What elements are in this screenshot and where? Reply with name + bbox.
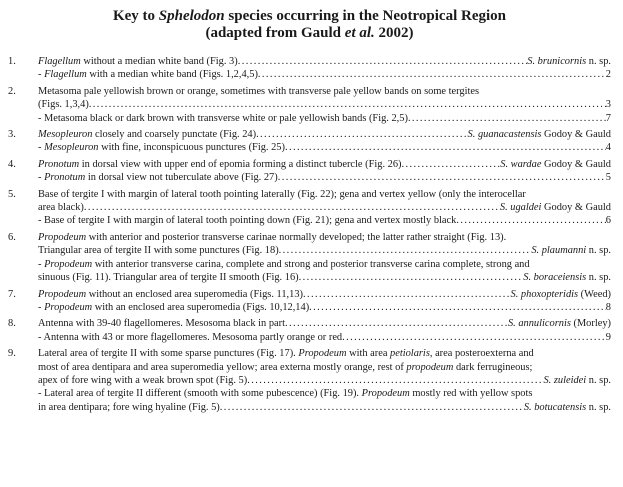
lead-result: S. boraceiensis n. sp. (523, 272, 611, 284)
couplet-number: 4. (8, 158, 16, 170)
lead-text: - Base of tergite I with margin of lateral tooth pointing down (Fig. 21); gena and vertex mostly black (38, 215, 457, 227)
lead-result: 4 (605, 142, 611, 154)
lead-text: Propodeum without an enclosed area superomedia (Figs. 11,13) (38, 288, 304, 300)
couplet-5 (8, 188, 611, 228)
lead-text: sinuous (Fig. 11). Triangular area of tergite II smooth (Fig. 16) (38, 272, 299, 284)
lead-result: S. guanacastensis Godoy & Gauld (467, 129, 611, 141)
couplet-number: 8. (8, 318, 16, 330)
couplet-number: 2. (8, 85, 16, 97)
lead-text: - Mesopleuron with fine, inconspicuous punctures (Fig. 25) (38, 142, 285, 154)
couplet-number: 6. (8, 231, 16, 243)
identification-key (8, 55, 611, 414)
lead-result: S. plaumanni n. sp. (531, 245, 611, 257)
lead-text: Triangular area of tergite II with some punctures (Fig. 18) (38, 245, 279, 257)
couplet-number: 9. (8, 348, 16, 360)
lead-text: - Propodeum with anterior transverse carina, complete and strong and posterior transverse carina complete, strong and (38, 258, 530, 270)
couplet-3 (8, 128, 611, 155)
key-title (8, 0, 611, 42)
couplet-8 (8, 317, 611, 344)
couplet-number: 1. (8, 56, 16, 67)
couplet-number: 5. (8, 188, 16, 200)
lead-result: 3 (605, 99, 611, 111)
couplet-9 (8, 347, 611, 414)
couplet-number: 7. (8, 288, 16, 300)
lead-text: Metasoma pale yellowish brown or orange, sometimes with transverse pale yellow bands on some tergites (38, 85, 480, 97)
lead-text: Lateral area of tergite II with some sparse punctures (Fig. 17). Propodeum with area petiolaris, area posteroexterna and (38, 348, 534, 360)
couplet-4 (8, 158, 611, 185)
lead-text: - Lateral area of tergite II different (smooth with some pubescence) (Fig. 19). Propodeum mostly red with yellow spots (38, 388, 533, 400)
lead-result: S. wardae Godoy & Gauld (500, 158, 611, 170)
couplet-6 (8, 231, 611, 285)
lead-result: 6 (605, 215, 611, 227)
lead-text: Propodeum with anterior and posterior transverse carinae normally developed; the latter rather straight (Fig. 13). (38, 231, 507, 243)
lead-result: S. botucatensis n. sp. (523, 401, 611, 413)
lead-text: most of area dentipara and area superomedia yellow; area externa mostly orange, rest of propodeum dark ferrugineous; (38, 361, 533, 373)
couplet-7 (8, 288, 611, 315)
lead-text: Antenna with 39-40 flagellomeres. Mesosoma black in part (38, 318, 286, 330)
lead-text: Mesopleuron closely and coarsely punctate (Fig. 24) (38, 129, 257, 141)
lead-result: S. phoxopteridis (Weed) (510, 288, 611, 300)
lead-text: - Pronotum in dorsal view not tuberculate above (Fig. 27) (38, 172, 278, 184)
lead-text: - Antenna with 43 or more flagellomeres. Mesosoma partly orange or red (38, 331, 343, 343)
title-line-2: (adapted from Gauld et al. 2002) (205, 25, 414, 41)
lead-text: area black) (38, 202, 84, 214)
lead-text: - Metasoma black or dark brown with transverse white or pale yellowish bands (Fig. 2,5) (38, 112, 408, 124)
lead-text: - Flagellum with a median white band (Figs. 1,2,4,5) (38, 69, 258, 81)
couplet-1 (8, 55, 611, 82)
lead-text: in area dentipara; fore wing hyaline (Fig. 5) (38, 401, 220, 413)
lead-result: S. annulicornis (Morley) (507, 318, 611, 330)
couplet-2 (8, 85, 611, 125)
lead-text: Base of tergite I with margin of lateral tooth pointing laterally (Fig. 22); gena and vertex yellow (only the interocellar (38, 188, 526, 200)
lead-result: 9 (605, 331, 611, 343)
couplet-number: 3. (8, 129, 16, 141)
lead-result: 5 (605, 172, 611, 184)
title-line-1: Key to Sphelodon species occurring in the Neotropical Region (112, 8, 507, 24)
lead-text: Flagellum without a median white band (Fig. 3) (38, 56, 238, 67)
lead-result: S. ugaldei Godoy & Gauld (499, 202, 611, 214)
lead-text: (Figs. 1,3,4) (38, 99, 89, 111)
lead-text: apex of fore wing with a weak brown spot (Fig. 5) (38, 374, 248, 386)
lead-result: S. brunicornis n. sp. (527, 56, 611, 67)
lead-result: 8 (605, 301, 611, 313)
lead-result: 2 (605, 69, 611, 81)
lead-text: Pronotum in dorsal view with upper end of epomia forming a distinct tubercle (Fig. 26) (38, 158, 402, 170)
lead-result: S. zuleidei n. sp. (543, 374, 611, 386)
lead-text: - Propodeum with an enclosed area superomedia (Figs. 10,12,14) (38, 301, 310, 313)
lead-result: 7 (605, 112, 611, 124)
